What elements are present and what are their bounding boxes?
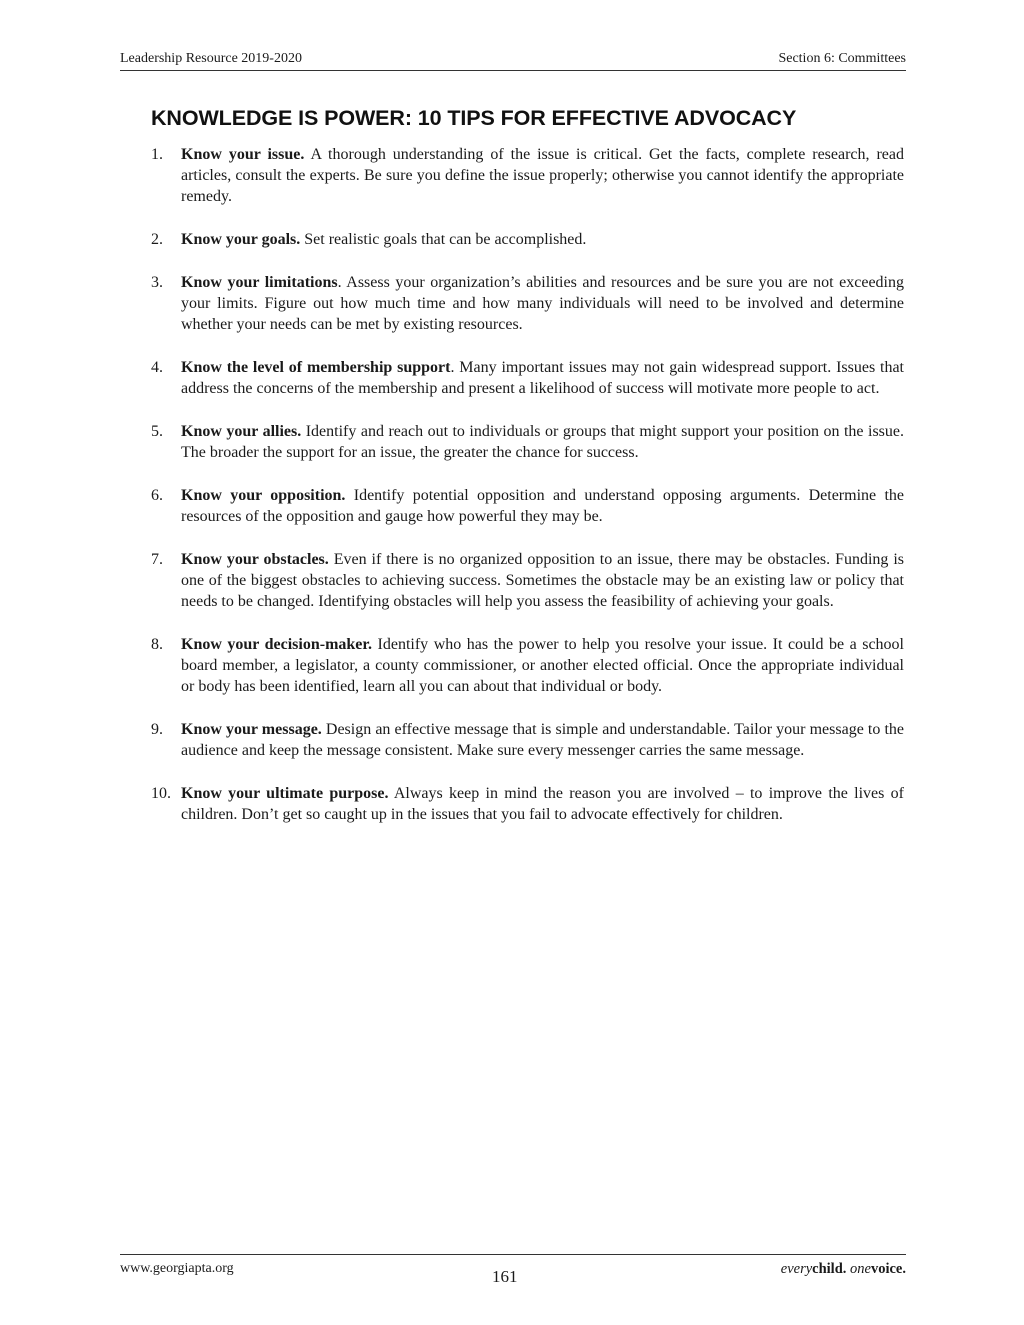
tip-item [151, 634, 904, 697]
tip-item [151, 357, 904, 399]
tips-list [151, 144, 904, 847]
tip-number: 5. [151, 423, 163, 440]
tip-text: Identify and reach out to individuals or groups that might support your position on the issue. The broader the support for an issue, the greater the chance for success. [181, 423, 905, 461]
tip-text: Identify who has the power to help you resolve your issue. It could be a school board member, a legislator, a county commissioner, or another elected official. Once the appropriate individual or body has been identified, learn all you can about that individual or body. [181, 636, 904, 695]
tip-heading: Know your message. [181, 721, 322, 738]
tip-heading: Know your ultimate purpose. [181, 785, 389, 802]
header-document-title: Leadership Resource 2019-2020 [120, 51, 302, 66]
page-title: KNOWLEDGE IS POWER: 10 TIPS FOR EFFECTIVE ADVOCACY [151, 106, 797, 130]
tip-item [151, 485, 904, 527]
tip-item [151, 783, 904, 825]
tip-text: A thorough understanding of the issue is critical. Get the facts, complete research, read articles, consult the experts. Be sure you define the issue properly; otherwise you cannot identify the appropriate remedy. [181, 146, 904, 205]
tip-item [151, 421, 904, 463]
tip-number: 4. [151, 359, 163, 376]
tip-number: 2. [151, 231, 163, 248]
tip-heading: Know your allies. [181, 423, 302, 440]
tip-number: 3. [151, 274, 163, 291]
tip-number: 6. [151, 487, 163, 504]
tip-item [151, 272, 904, 335]
page-number: 161 [492, 1267, 518, 1286]
tagline-every: every [780, 1261, 813, 1277]
tip-heading: Know your issue. [181, 146, 305, 163]
tip-item [151, 144, 904, 207]
tagline-one: one [846, 1261, 871, 1277]
tagline-voice: voice. [870, 1261, 906, 1277]
tip-text: . Many important issues may not gain widespread support. Issues that address the concerns of the membership and present a likelihood of success will motivate more people to act. [181, 359, 905, 397]
tip-heading: Know your limitations [181, 274, 338, 291]
page-header [120, 50, 906, 71]
tip-number: 9. [151, 721, 163, 738]
tip-number: 7. [151, 551, 163, 568]
tip-text: Even if there is no organized opposition to an issue, there may be obstacles. Funding is one of the biggest obstacles to achieving success. Sometimes the obstacle may be an existing law or policy that needs to be changed. Identifying obstacles will help you assess the feasibility of achieving your goals. [181, 551, 905, 610]
tip-heading: Know your opposition. [181, 487, 346, 504]
tip-number: 10. [151, 785, 171, 802]
tip-item [151, 719, 904, 761]
tagline-child: child. [812, 1261, 847, 1277]
tip-heading: Know your goals. [181, 231, 301, 248]
tip-text: Always keep in mind the reason you are involved – to improve the lives of children. Don’t get so caught up in the issues that you fail to advocate effectively for children. [181, 785, 904, 823]
footer-tagline [781, 1261, 906, 1278]
tip-item [151, 229, 904, 250]
tip-number: 1. [151, 146, 163, 163]
tip-text: Identify potential opposition and understand opposing arguments. Determine the resources of the opposition and gauge how powerful they may be. [181, 487, 905, 525]
tip-item [151, 549, 904, 612]
page-footer [120, 1254, 906, 1286]
header-section-name: Section 6: Committees [778, 51, 906, 66]
tip-heading: Know your obstacles. [181, 551, 329, 568]
tip-text: Set realistic goals that can be accomplished. [300, 231, 587, 248]
tip-heading: Know the level of membership support [181, 359, 451, 376]
tip-number: 8. [151, 636, 163, 653]
footer-website: www.georgiapta.org [120, 1261, 234, 1276]
tip-text: . Assess your organization’s abilities and resources and be sure you are not exceeding your limits. Figure out how much time and how many individuals will need to be involved and determine whether your needs can be met by existing resources. [181, 274, 905, 333]
tip-heading: Know your decision-maker. [181, 636, 373, 653]
tip-text: Design an effective message that is simple and understandable. Tailor your message to the audience and keep the message consistent. Make sure every messenger carries the same message. [181, 721, 904, 759]
